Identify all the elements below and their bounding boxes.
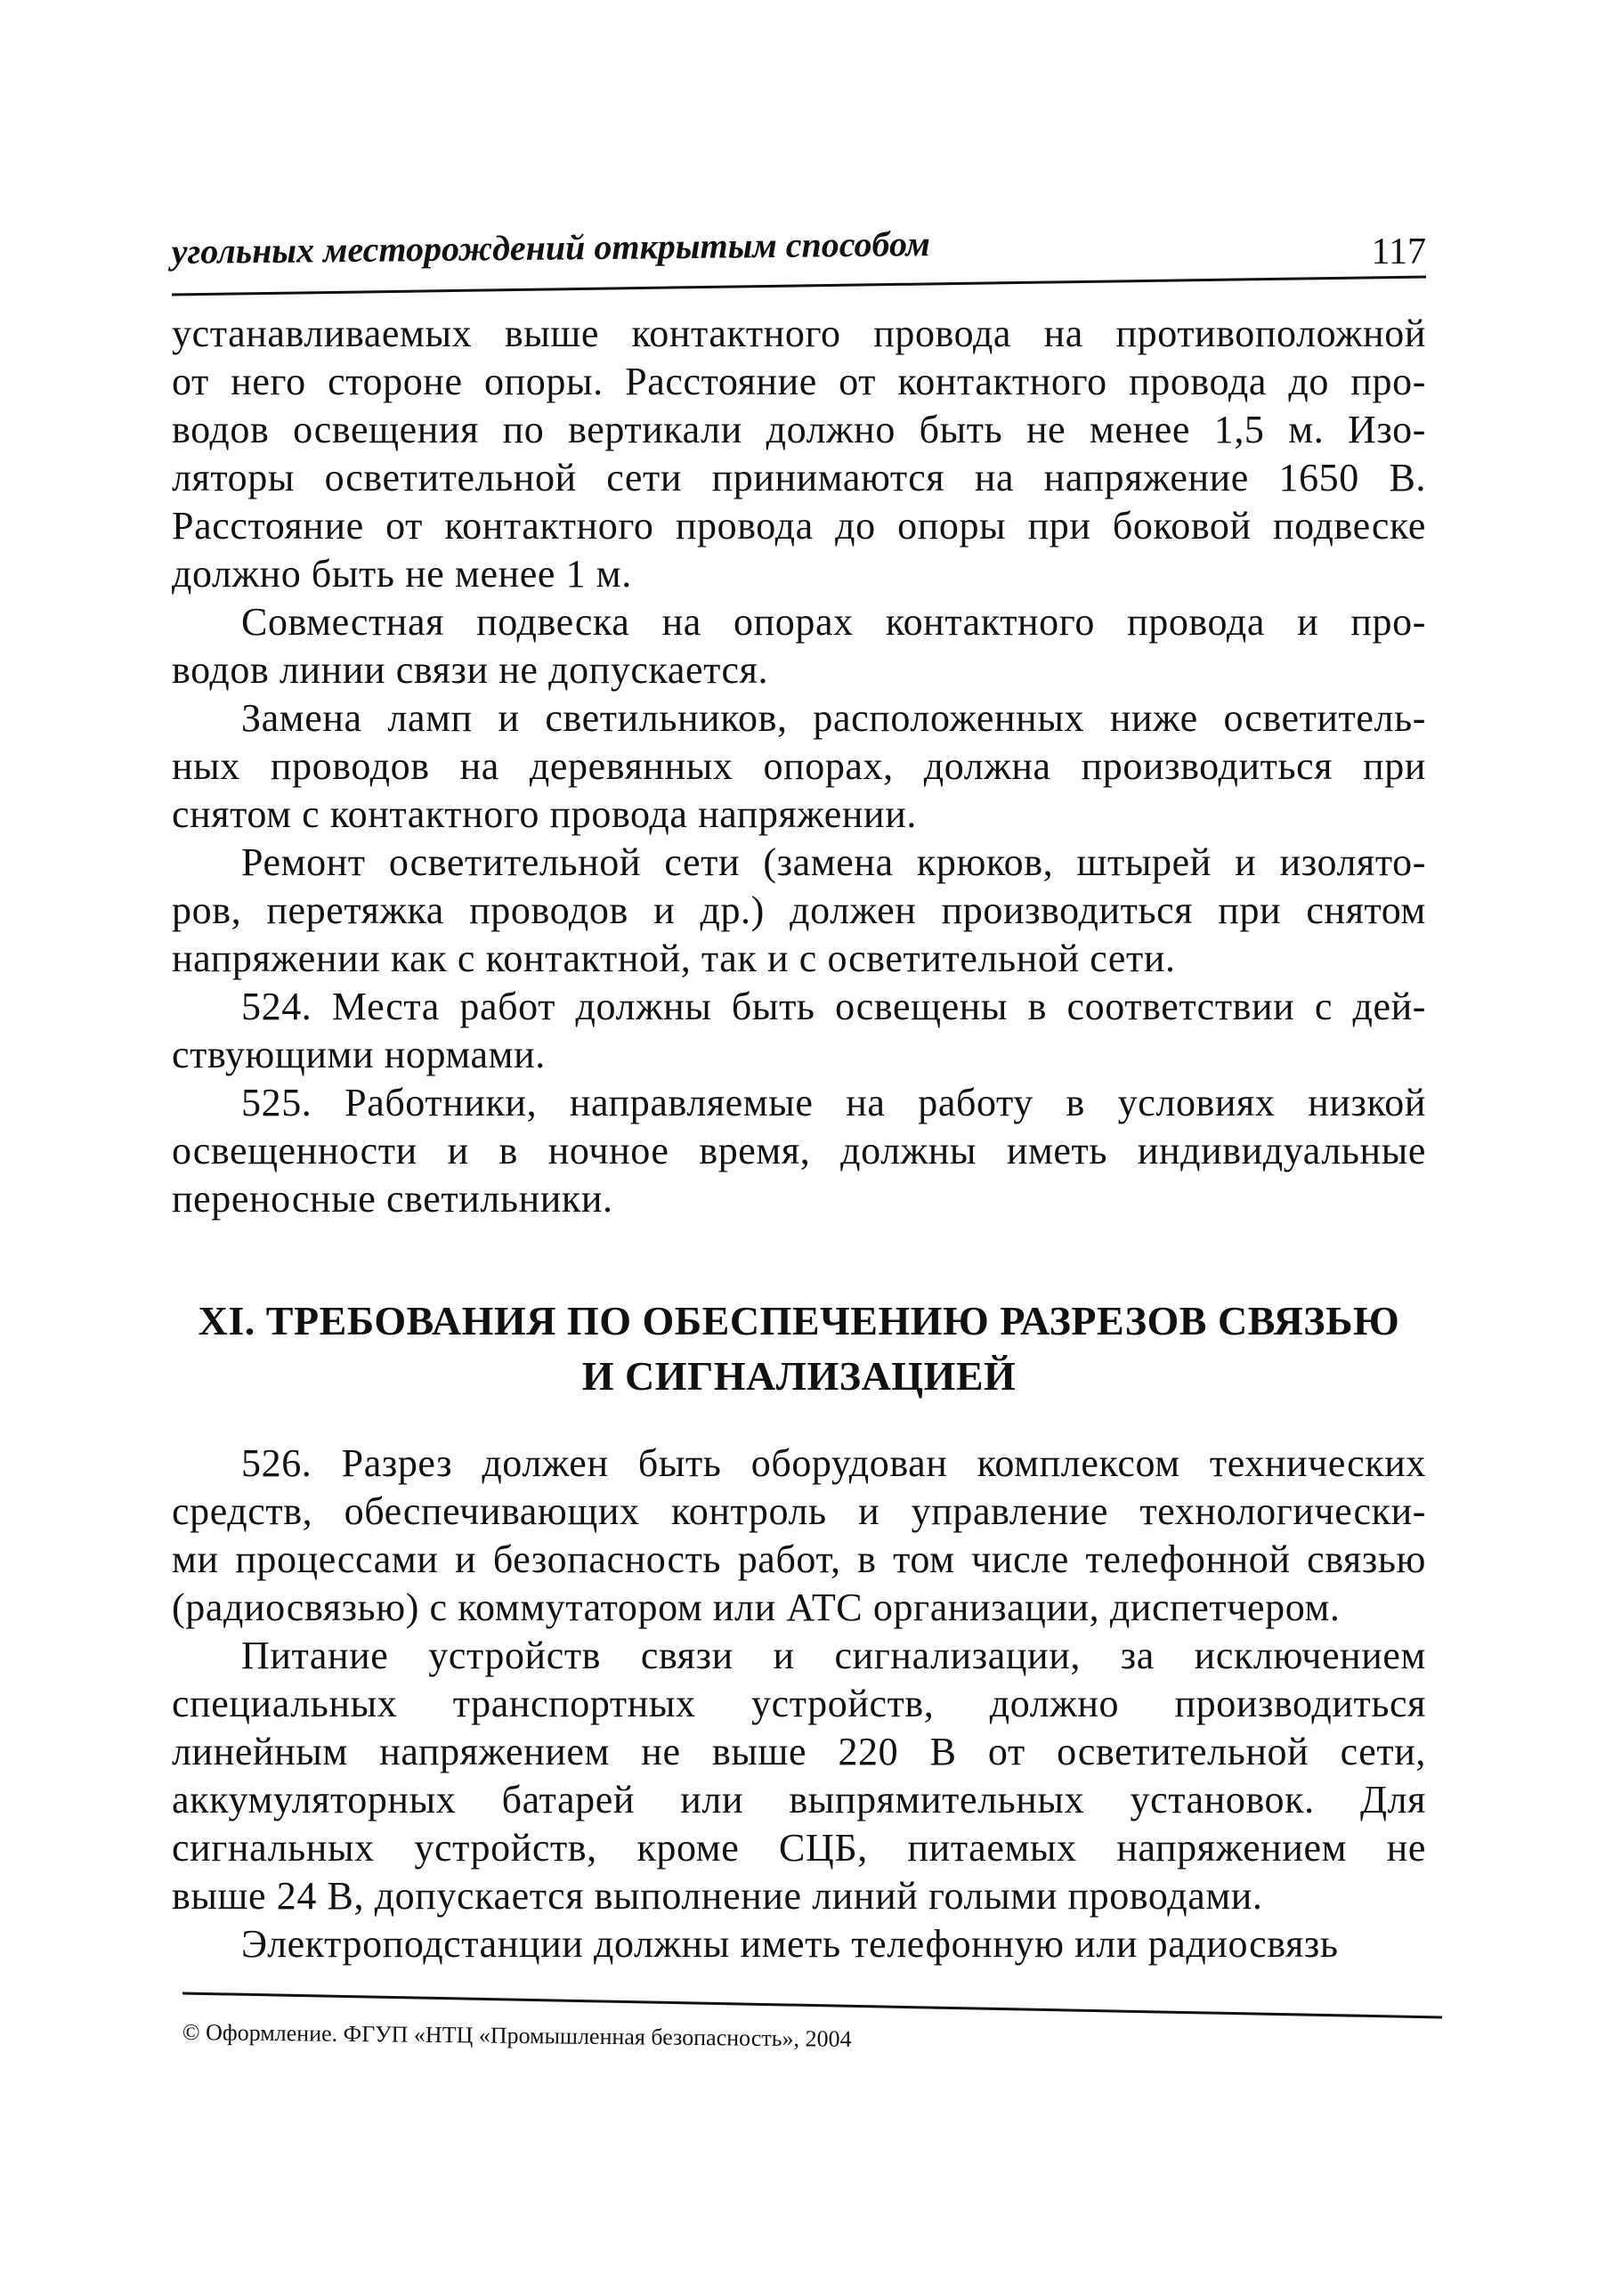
text-line: освещенности и в ночное время, должны иметь индивидуальные — [172, 1129, 1426, 1172]
text-line: Ремонт осветительной сети (замена крюков, штырей и изолято- — [241, 840, 1426, 884]
text-line: Расстояние от контактного провода до опоры при боковой подвеске — [172, 504, 1426, 548]
text-line: ствующими нормами. — [172, 1033, 546, 1076]
page-number: 117 — [1371, 231, 1426, 272]
text-line: (радиосвязью) с коммутатором или АТС организации, диспетчером. — [172, 1586, 1341, 1629]
text-line: аккумуляторных батарей или выпрямительных установок. Для — [172, 1778, 1426, 1821]
text-line: снятом с контактного провода напряжении. — [172, 792, 917, 836]
text-line: линейным напряжением не выше 220 В от осветительной сети, — [172, 1730, 1426, 1773]
paragraph — [172, 598, 1426, 694]
paragraph — [172, 1632, 1426, 1920]
footer-rule — [182, 1993, 1442, 2017]
text-line: водов линии связи не допускается. — [172, 648, 769, 692]
text-line: средств, обеспечивающих контроль и управление технологически- — [172, 1489, 1426, 1533]
paragraph — [172, 310, 1426, 598]
text-line: напряжении как с контактной, так и с осветительной сети. — [172, 937, 1176, 980]
paragraph — [172, 1920, 1426, 1968]
paragraph — [172, 1440, 1426, 1632]
text-line: ров, перетяжка проводов и др.) должен производиться при снятом — [172, 888, 1426, 932]
paragraph — [172, 983, 1426, 1079]
text-line: от него стороне опоры. Расстояние от контактного провода до про- — [172, 360, 1426, 403]
text-line: Питание устройств связи и сигнализации, за исключением — [241, 1634, 1426, 1677]
text-line: Электроподстанции должны иметь телефонную или радиосвязь — [241, 1922, 1339, 1966]
heading-line: XI. ТРЕБОВАНИЯ ПО ОБЕСПЕЧЕНИЮ РАЗРЕЗОВ СВЯЗЬЮ — [198, 1298, 1400, 1343]
text-line: переносные светильники. — [172, 1177, 613, 1221]
footer-copyright: © Оформление. ФГУП «НТЦ «Промышленная безопасность», 2004 — [182, 2019, 852, 2052]
paragraphs-before-heading — [172, 310, 1426, 1223]
text-line: ляторы осветительной сети принимаются на напряжение 1650 В. — [172, 456, 1426, 499]
text-line: ми процессами и безопасность работ, в том числе телефонной связью — [172, 1537, 1426, 1581]
text-line: Замена ламп и светильников, расположенных ниже осветитель- — [241, 696, 1426, 740]
heading-line: И СИГНАЛИЗАЦИЕЙ — [581, 1353, 1017, 1399]
text-line: Совместная подвеска на опорах контактного провода и про- — [241, 600, 1426, 644]
running-header — [171, 223, 1426, 274]
text-line: должно быть не менее 1 м. — [172, 552, 632, 596]
paragraphs-after-heading — [172, 1440, 1426, 1968]
page-body — [172, 310, 1426, 1968]
paragraph — [172, 839, 1426, 983]
text-line: сигнальных устройств, кроме СЦБ, питаемых напряжением не — [172, 1826, 1426, 1870]
section-heading — [172, 1294, 1426, 1404]
header-rule — [172, 277, 1426, 295]
running-title: угольных месторождений открытым способом — [171, 223, 931, 272]
text-line: 525. Работники, направляемые на работу в условиях низкой — [241, 1081, 1426, 1124]
text-line: специальных транспортных устройств, должно производиться — [172, 1682, 1426, 1725]
text-line: водов освещения по вертикали должно быть не менее 1,5 м. Изо- — [172, 408, 1426, 451]
text-line: ных проводов на деревянных опорах, должна производиться при — [172, 744, 1426, 788]
text-line: 526. Разрез должен быть оборудован комплексом технических — [241, 1441, 1426, 1485]
text-line: устанавливаемых выше контактного провода на противоположной — [172, 312, 1426, 355]
paragraph — [172, 1079, 1426, 1223]
text-line: выше 24 В, допускается выполнение линий голыми проводами. — [172, 1874, 1263, 1918]
text-line: 524. Места работ должны быть освещены в соответствии с дей- — [241, 985, 1426, 1028]
paragraph — [172, 694, 1426, 839]
